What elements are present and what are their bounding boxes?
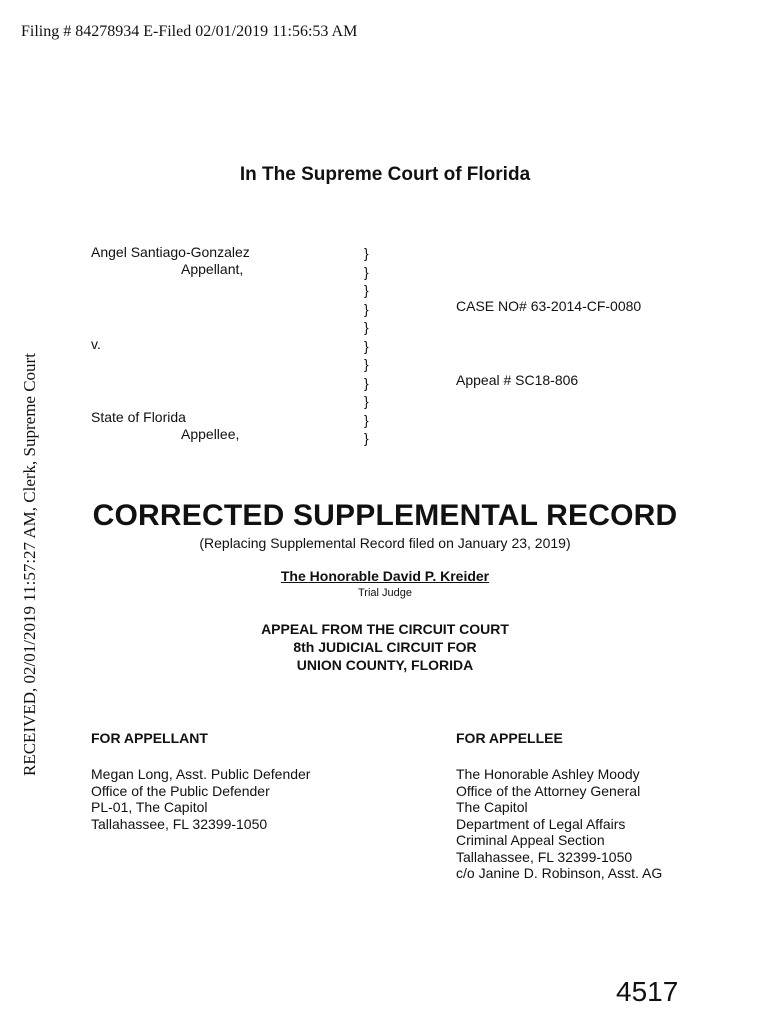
appeal-number: Appeal # SC18-806 bbox=[456, 372, 579, 388]
appellee-role: Appellee, bbox=[181, 426, 240, 442]
court-title: In The Supreme Court of Florida bbox=[239, 164, 531, 185]
appellee-counsel-address bbox=[456, 766, 662, 882]
address-line: PL-01, The Capitol bbox=[91, 799, 208, 815]
address-line: Tallahassee, FL 32399-1050 bbox=[456, 848, 633, 865]
address-line: Office of the Attorney General bbox=[456, 782, 641, 799]
brace: } bbox=[364, 374, 369, 391]
address-line: Tallahassee, FL 32399-1050 bbox=[91, 815, 268, 832]
brace: } bbox=[364, 356, 369, 372]
appeal-from-block bbox=[0, 620, 770, 674]
appeal-from-line: APPEAL FROM THE CIRCUIT COURT bbox=[261, 621, 509, 637]
appellant-name: Angel Santiago-Gonzalez bbox=[91, 244, 250, 260]
appellee-name: State of Florida bbox=[91, 409, 186, 425]
address-line: The Honorable Ashley Moody bbox=[456, 766, 640, 782]
brace: } bbox=[364, 337, 369, 354]
appellant-role: Appellant, bbox=[181, 261, 244, 277]
brace: } bbox=[364, 263, 369, 280]
appellant-counsel-heading: FOR APPELLANT bbox=[91, 730, 208, 746]
judge-role: Trial Judge bbox=[357, 587, 412, 599]
brace: } bbox=[364, 411, 369, 428]
address-line: c/o Janine D. Robinson, Asst. AG bbox=[456, 865, 663, 881]
received-stamp: RECEIVED, 02/01/2019 11:57:27 AM, Clerk, Supreme Court bbox=[20, 353, 39, 776]
brace: } bbox=[364, 300, 369, 317]
address-line: The Capitol bbox=[456, 799, 528, 815]
brace: } bbox=[364, 430, 369, 446]
record-subtitle: (Replacing Supplemental Record filed on January 23, 2019) bbox=[199, 535, 571, 551]
appellee-counsel-heading: FOR APPELLEE bbox=[456, 730, 563, 746]
appeal-from-line: 8th JUDICIAL CIRCUIT FOR bbox=[293, 639, 477, 655]
address-line: Department of Legal Affairs bbox=[456, 815, 626, 832]
appeal-from-line: UNION COUNTY, FLORIDA bbox=[296, 657, 474, 673]
filing-stamp: Filing # 84278934 E-Filed 02/01/2019 11:56:53 AM bbox=[21, 23, 358, 40]
judge-name: The Honorable David P. Kreider bbox=[280, 568, 490, 584]
address-line: Megan Long, Asst. Public Defender bbox=[91, 766, 311, 782]
brace: } bbox=[364, 393, 369, 409]
caption-braces bbox=[364, 244, 369, 448]
brace: } bbox=[364, 319, 369, 335]
appellant-counsel-address bbox=[91, 766, 310, 832]
address-line: Office of the Public Defender bbox=[91, 782, 270, 799]
brace: } bbox=[364, 245, 369, 261]
brace: } bbox=[364, 282, 369, 298]
address-line: Criminal Appeal Section bbox=[456, 832, 605, 848]
versus-label: v. bbox=[91, 336, 101, 352]
page-number: 4517 bbox=[616, 976, 679, 1007]
record-title: CORRECTED SUPPLEMENTAL RECORD bbox=[92, 499, 678, 532]
case-number: CASE NO# 63-2014-CF-0080 bbox=[456, 298, 642, 314]
